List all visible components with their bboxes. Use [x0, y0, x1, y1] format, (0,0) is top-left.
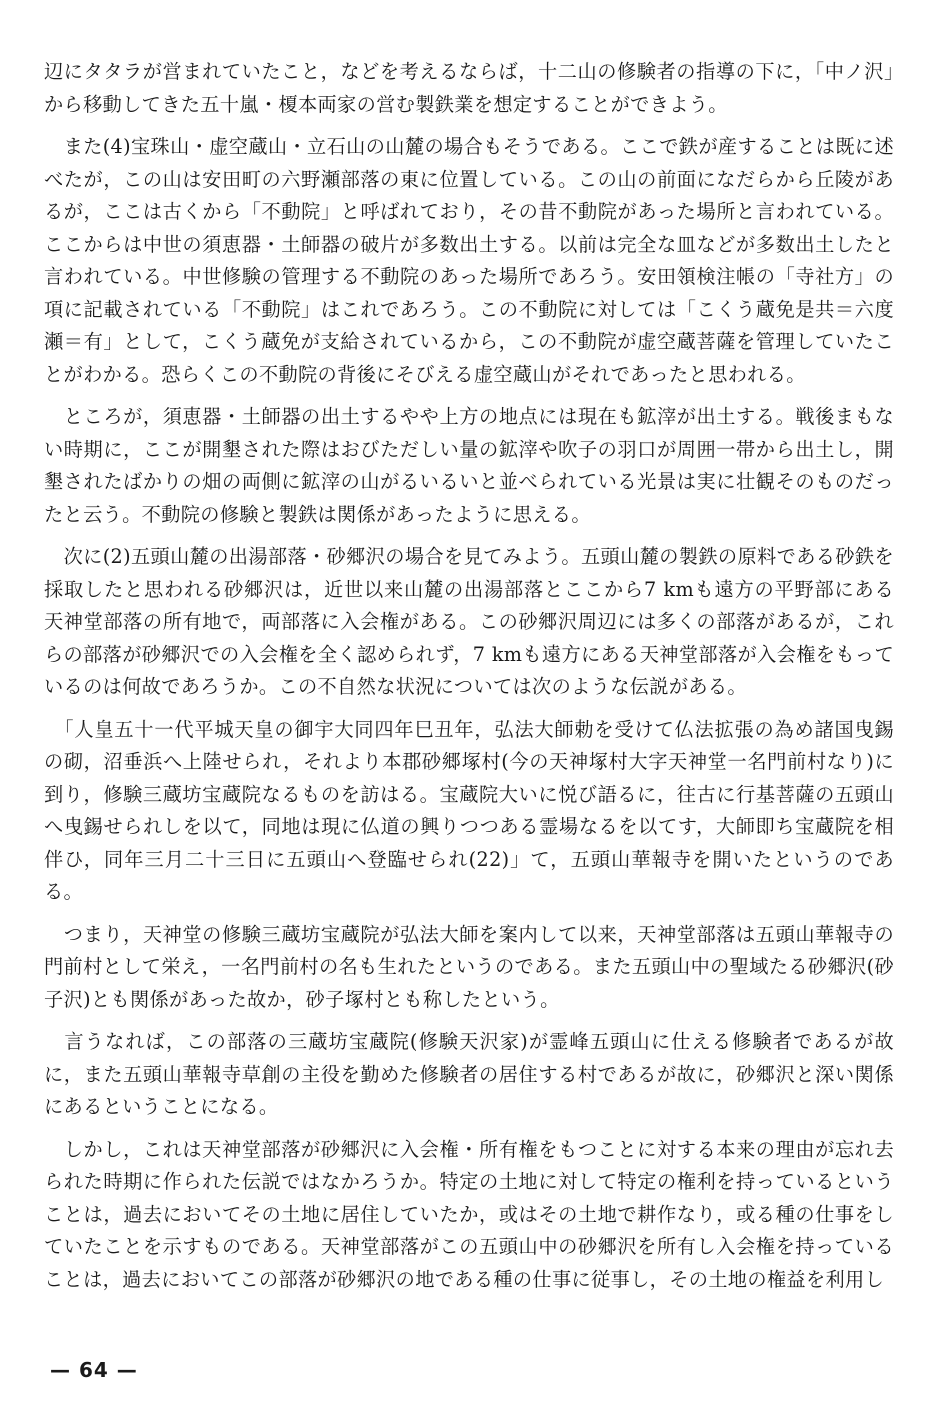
paragraph-3: ところが，須恵器・土師器の出土するやや上方の地点には現在も鉱滓が出土する。戦後まもない時期に，ここが開墾された際はおびただしい量の鉱滓や吹子の羽口が周囲一帯から出土し，開墾されたばかりの畑の両側に鉱滓の山がるいるいと並べられている光景は実に壮観そのものだったと云う。不動院の修験と製鉄は関係があったように思える。	[44, 405, 894, 526]
paragraph-7: 言うなれば，この部落の三蔵坊宝蔵院(修験天沢家)が霊峰五頭山に仕える修験者であるが故に，また五頭山華報寺草創の主役を勤めた修験者の居住する村であるが故に，砂郷沢と深い関係にあるということになる。	[44, 1030, 894, 1118]
page-body	[44, 56, 894, 1296]
paragraph-5: 「人皇五十一代平城天皇の御宇大同四年巳丑年，弘法大師勅を受けて仏法拡張の為め諸国曳錫の砌，沼垂浜へ上陸せられ，それより本郡砂郷塚村(今の天神塚村大字天神堂一名門前村なり)に到り，修験三蔵坊宝蔵院なるものを訪はる。宝蔵院大いに悦び語るに，往古に行基菩薩の五頭山へ曳錫せられしを以て，同地は現に仏道の興りつつある霊場なるを以てす，大師即ち宝蔵院を相伴ひ，同年三月二十三日に五頭山へ登臨せられ(22)」て，五頭山華報寺を開いたというのである。	[44, 717, 894, 903]
paragraph-8: しかし，これは天神堂部落が砂郷沢に入会権・所有権をもつことに対する本来の理由が忘れ去られた時期に作られた伝説ではなかろうか。特定の土地に対して特定の権利を持っているということは，過去においてその土地に居住していたか，或はその土地で耕作なり，或る種の仕事をしていたことを示すものである。天神堂部落がこの五頭山中の砂郷沢を所有し入会権を持っていることは，過去においてこの部落が砂郷沢の地である種の仕事に従事し，その土地の権益を利用し	[44, 1137, 894, 1291]
paragraph-1: 辺にタタラが営まれていたこと，などを考えるならば，十二山の修験者の指導の下に，「中ノ沢」から移動してきた五十嵐・榎本両家の営む製鉄業を想定することができよう。	[44, 60, 894, 116]
paragraph-4: 次に(2)五頭山麓の出湯部落・砂郷沢の場合を見てみよう。五頭山麓の製鉄の原料である砂鉄を採取したと思われる砂郷沢は，近世以来山麓の出湯部落とここから7 kmも遠方の平野部にある天神堂部落の所有地で，両部落に入会権がある。この砂郷沢周辺には多くの部落があるが，これらの部落が砂郷沢での入会権を全く認められず，7 kmも遠方にある天神堂部落が入会権をもっているのは何故であろうか。この不自然な状況については次のような伝説がある。	[44, 545, 894, 698]
paragraph-6: つまり，天神堂の修験三蔵坊宝蔵院が弘法大師を案内して以来，天神堂部落は五頭山華報寺の門前村として栄え，一名門前村の名も生れたというのである。また五頭山中の聖域たる砂郷沢(砂子沢)とも関係があった故か，砂子塚村とも称したという。	[44, 922, 894, 1011]
page-number: — 64 —	[50, 1358, 138, 1382]
paragraph-2: また(4)宝珠山・虚空蔵山・立石山の山麓の場合もそうである。ここで鉄が産することは既に述べたが，この山は安田町の六野瀬部落の東に位置している。この山の前面になだらから丘陵があるが，ここは古くから「不動院」と呼ばれており，その昔不動院があった場所と言われている。ここからは中世の須恵器・土師器の破片が多数出土する。以前は完全な皿などが多数出土したと言われている。中世修験の管理する不動院のあった場所であろう。安田領検注帳の「寺社方」の項に記載されている「不動院」はこれであろう。この不動院に対しては「こくう蔵免是共＝六度瀬＝有」として，こくう蔵免が支給されているから，この不動院が虚空蔵菩薩を管理していたことがわかる。恐らくこの不動院の背後にそびえる虚空蔵山がそれであったと思われる。	[44, 135, 894, 386]
